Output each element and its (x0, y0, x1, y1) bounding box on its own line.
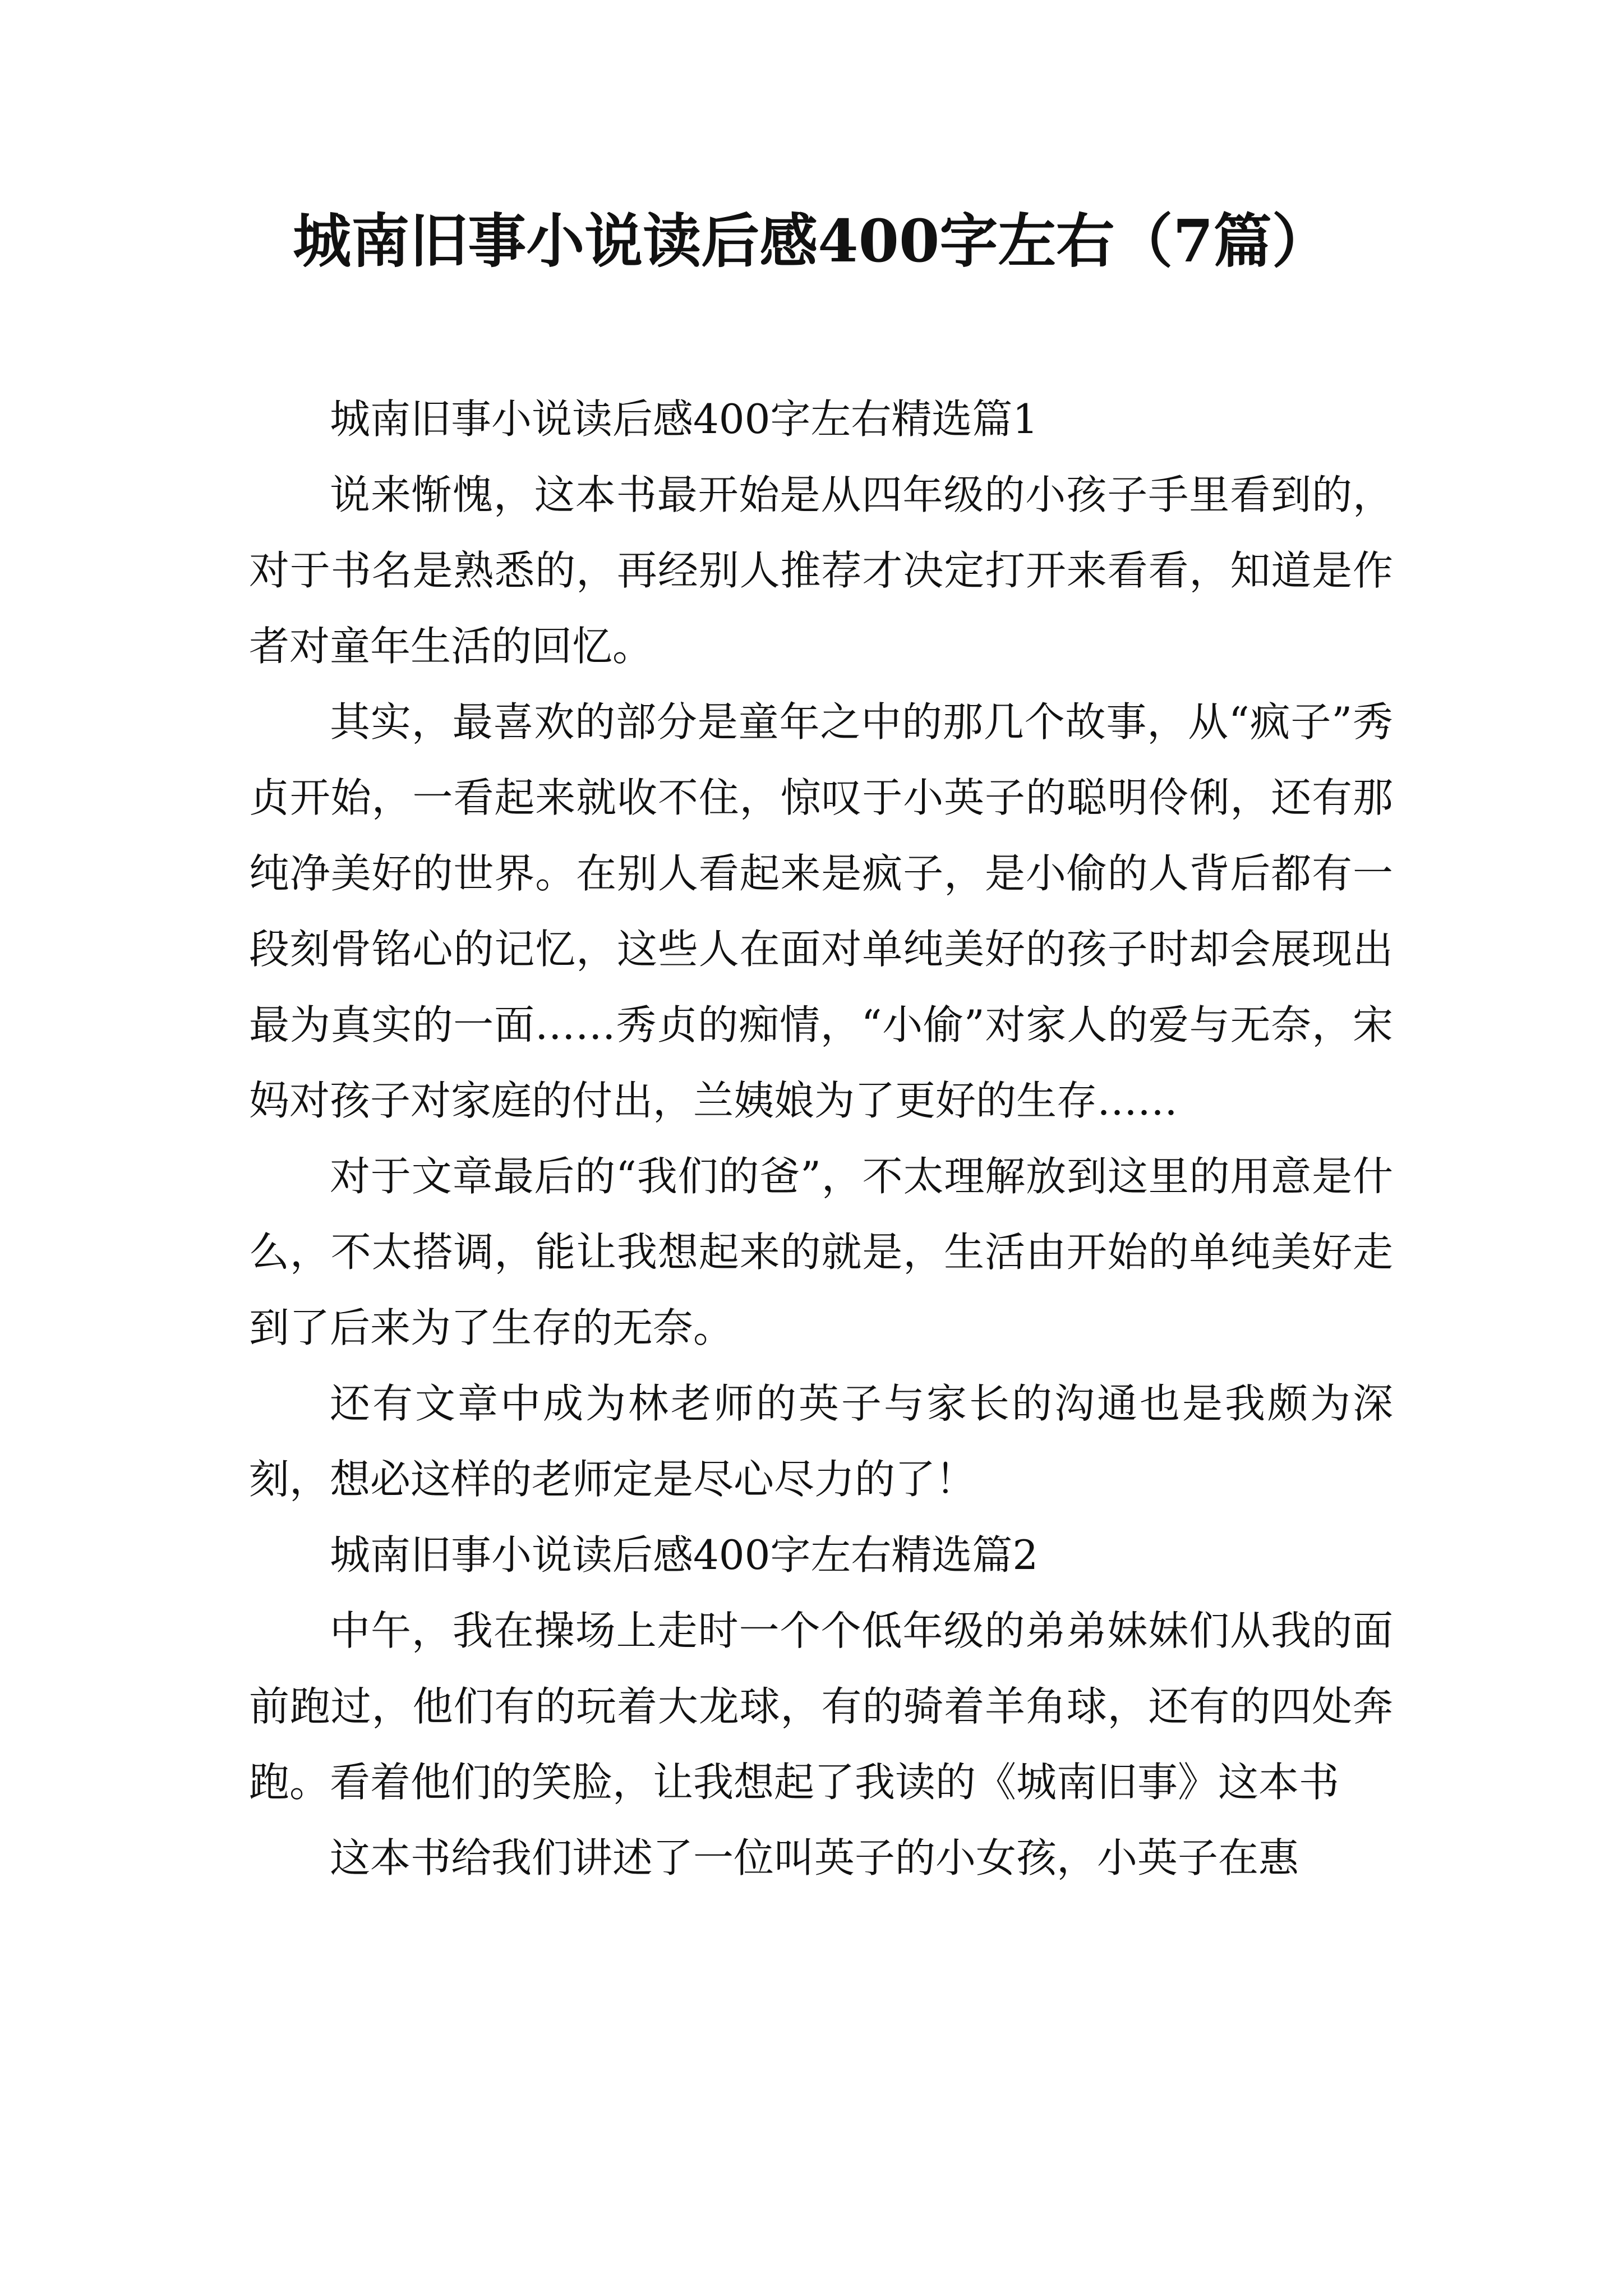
body-paragraph: 其实，最喜欢的部分是童年之中的那几个故事，从“疯子”秀贞开始，一看起来就收不住，惊叹于小英子的聪明伶俐，还有那纯净美好的世界。在别人看起来是疯子，是小偷的人背后都有一段刻骨铭心的记忆，这些人在面对单纯美好的孩子时却会展现出最为真实的一面……秀贞的痴情，“小偷”对家人的爱与无奈，宋妈对孩子对家庭的付出，兰姨娘为了更好的生存…… (249, 698, 1393, 1124)
document-title: 城南旧事小说读后感400字左右（7篇） (293, 206, 1330, 275)
section-heading: 城南旧事小说读后感400字左右精选篇2 (330, 1531, 1039, 1579)
body-paragraph: 这本书给我们讲述了一位叫英子的小女孩，小英子在惠 (330, 1834, 1299, 1881)
body-paragraph: 还有文章中成为林老师的英子与家长的沟通也是我颇为深刻，想必这样的老师定是尽心尽力的了！ (249, 1380, 1393, 1503)
document-body (249, 381, 1393, 1896)
section-heading: 城南旧事小说读后感400字左右精选篇1 (330, 395, 1039, 443)
body-paragraph: 对于文章最后的“我们的爸”，不太理解放到这里的用意是什么，不太搭调，能让我想起来的就是，生活由开始的单纯美好走到了后来为了生存的无奈。 (249, 1153, 1393, 1351)
body-paragraph: 说来惭愧，这本书最开始是从四年级的小孩子手里看到的，对于书名是熟悉的，再经别人推荐才决定打开来看看，知道是作者对童年生活的回忆。 (249, 471, 1393, 670)
body-paragraph: 中午，我在操场上走时一个个低年级的弟弟妹妹们从我的面前跑过，他们有的玩着大龙球，有的骑着羊角球，还有的四处奔跑。看着他们的笑脸，让我想起了我读的《城南旧事》这本书 (249, 1607, 1393, 1806)
